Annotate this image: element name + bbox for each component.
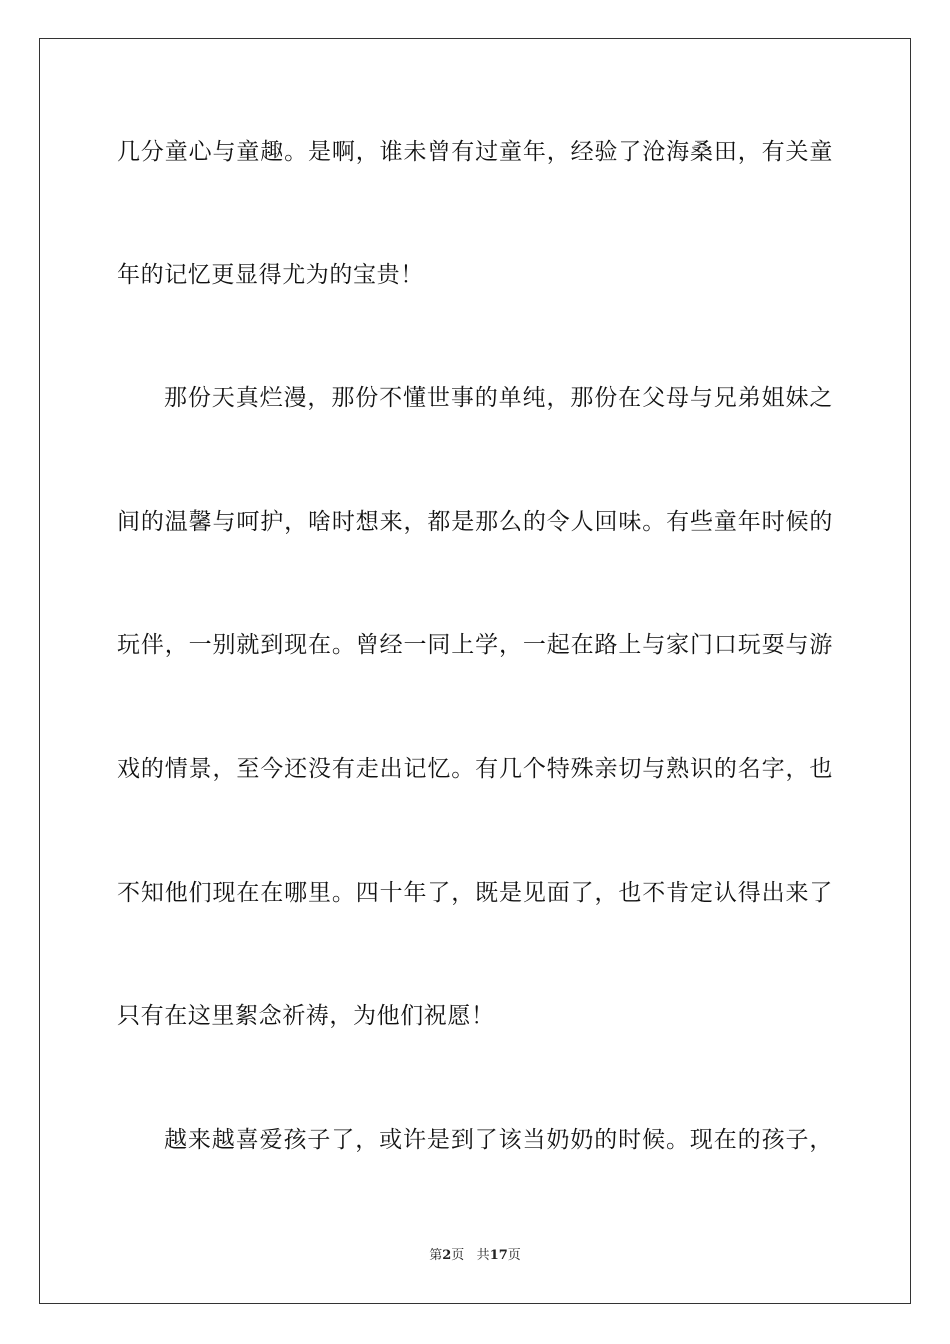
page-frame [39,38,911,1304]
text-line-3: 那份天真烂漫，那份不懂世事的单纯，那份在父母与兄弟姐妹之 [164,385,833,411]
text-line-1: 几分童心与童趣。是啊，谁未曾有过童年，经验了沧海桑田，有关童 [117,139,833,165]
text-line-9: 越来越喜爱孩子了，或许是到了该当奶奶的时候。现在的孩子， [164,1127,833,1153]
page-label-suffix: 页 [451,1248,465,1263]
text-line-2: 年的记忆更显得尤为的宝贵！ [117,262,424,288]
total-pages: 17 [489,1248,508,1263]
page-label-prefix: 第 [429,1248,443,1263]
text-line-8: 只有在这里絮念祈祷，为他们祝愿！ [117,1003,495,1029]
total-label-suffix: 页 [507,1248,521,1263]
text-line-5: 玩伴，一别就到现在。曾经一同上学，一起在路上与家门口玩耍与游 [117,632,833,658]
text-line-7: 不知他们现在在哪里。四十年了，既是见面了，也不肯定认得出来了 [117,880,833,906]
page-number: 2 [442,1248,452,1263]
page-footer [0,1248,950,1264]
total-label-prefix: 共 [476,1248,490,1263]
text-line-6: 戏的情景，至今还没有走出记忆。有几个特殊亲切与熟识的名字，也 [117,756,833,782]
text-line-4: 间的温馨与呵护，啥时想来，都是那么的令人回味。有些童年时候的 [117,509,833,535]
